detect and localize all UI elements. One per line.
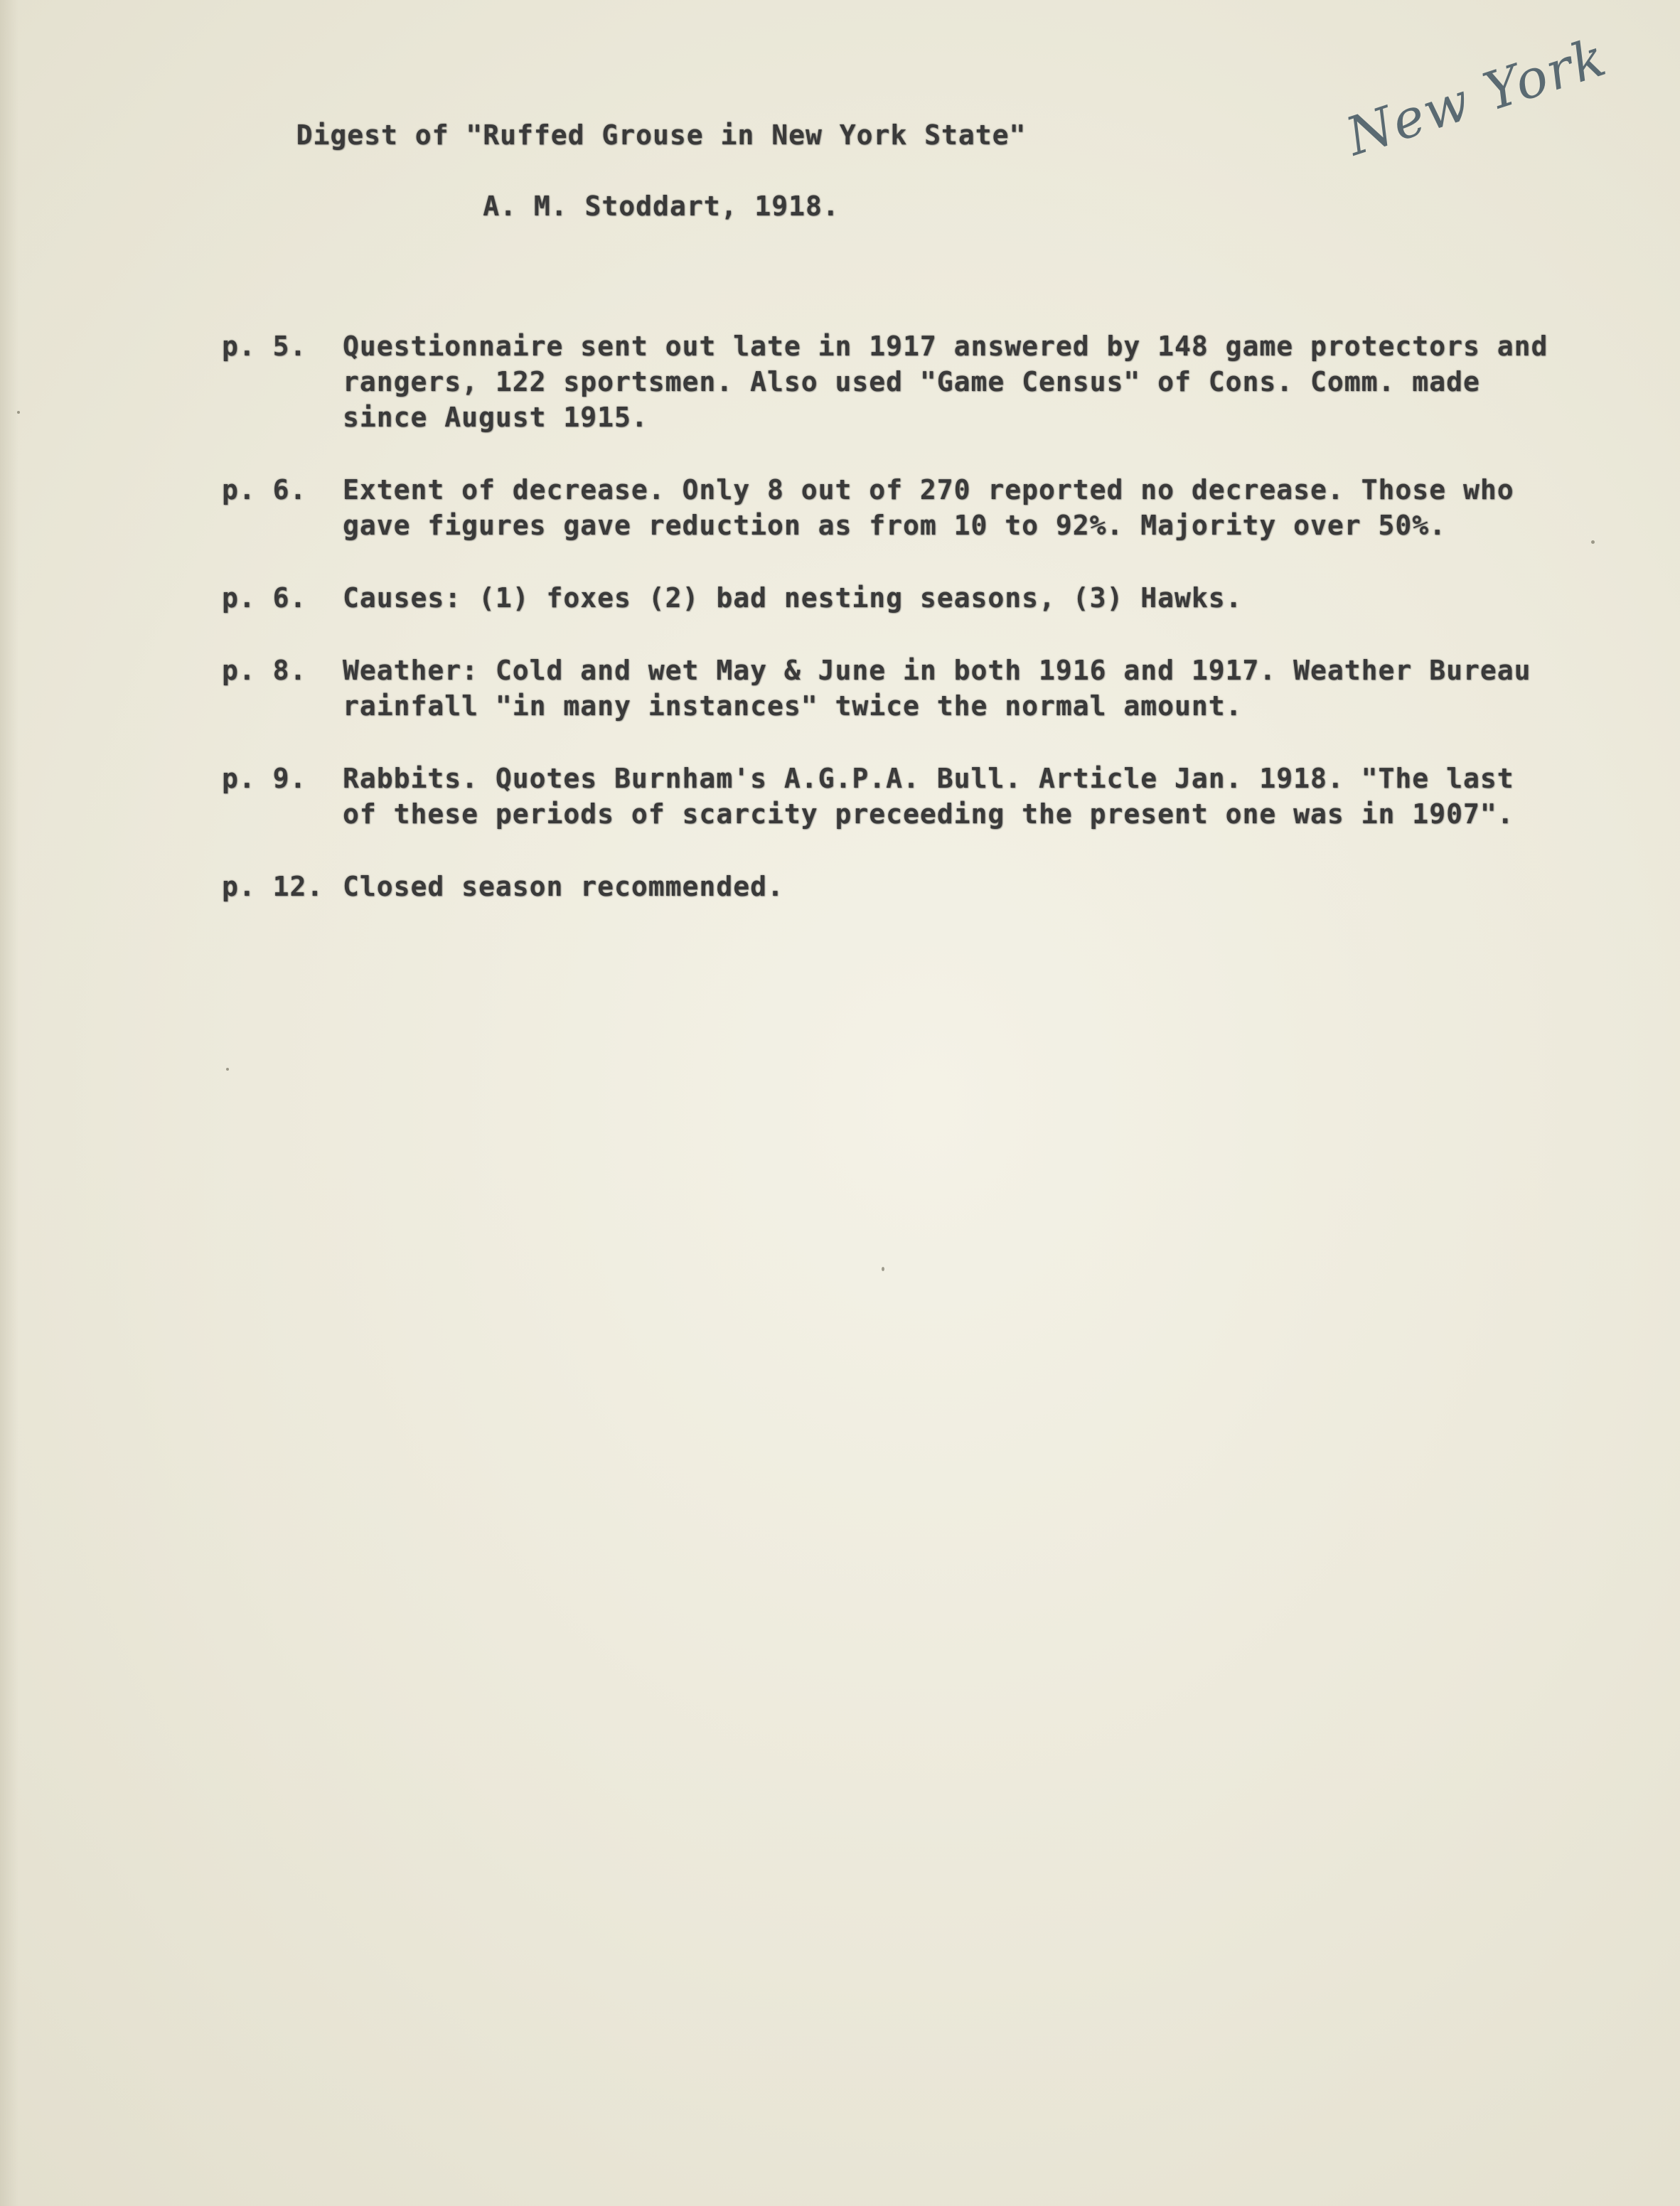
digest-entry xyxy=(222,328,1558,435)
author-line: A. M. Stoddart, 1918. xyxy=(483,191,840,222)
entry-text: Closed season recommended. xyxy=(343,871,784,902)
paper-speck xyxy=(1591,540,1595,544)
digest-entry xyxy=(222,653,1558,724)
digest-entries xyxy=(222,328,1558,941)
handwritten-annotation: New York xyxy=(1339,26,1615,168)
entry-text: Extent of decrease. Only 8 out of 270 reported no decrease. Those who gave figures gave reduction as from 10 to 92%. Majority over 50%. xyxy=(343,474,1514,541)
entry-text: Weather: Cold and wet May & June in both 1916 and 1917. Weather Bureau rainfall "in many instances" twice the normal amount. xyxy=(343,655,1531,722)
paper-speck xyxy=(17,411,20,414)
document-title: Digest of "Ruffed Grouse in New York State" xyxy=(296,119,1027,151)
page-reference: p. 8. xyxy=(222,655,307,686)
page-reference: p. 12. xyxy=(222,871,324,902)
paper-edge-shadow xyxy=(0,0,18,2206)
digest-entry xyxy=(222,580,1558,616)
page-reference: p. 9. xyxy=(222,763,307,794)
page-reference: p. 5. xyxy=(222,331,307,362)
paper-speck xyxy=(882,1267,884,1271)
page-reference: p. 6. xyxy=(222,474,307,505)
entry-text: Causes: (1) foxes (2) bad nesting seasons, (3) Hawks. xyxy=(343,582,1243,614)
paper-speck xyxy=(226,1068,229,1071)
digest-entry xyxy=(222,761,1558,832)
page-reference: p. 6. xyxy=(222,582,307,614)
entry-text: Questionnaire sent out late in 1917 answered by 148 game protectors and rangers, 122 sportsmen. Also used "Game Census" of Cons. Comm. made since August 1915. xyxy=(343,331,1548,433)
digest-entry xyxy=(222,869,1558,904)
digest-entry xyxy=(222,472,1558,543)
entry-text: Rabbits. Quotes Burnham's A.G.P.A. Bull. Article Jan. 1918. "The last of these periods of scarcity preceeding the present one was in 1907". xyxy=(343,763,1514,830)
